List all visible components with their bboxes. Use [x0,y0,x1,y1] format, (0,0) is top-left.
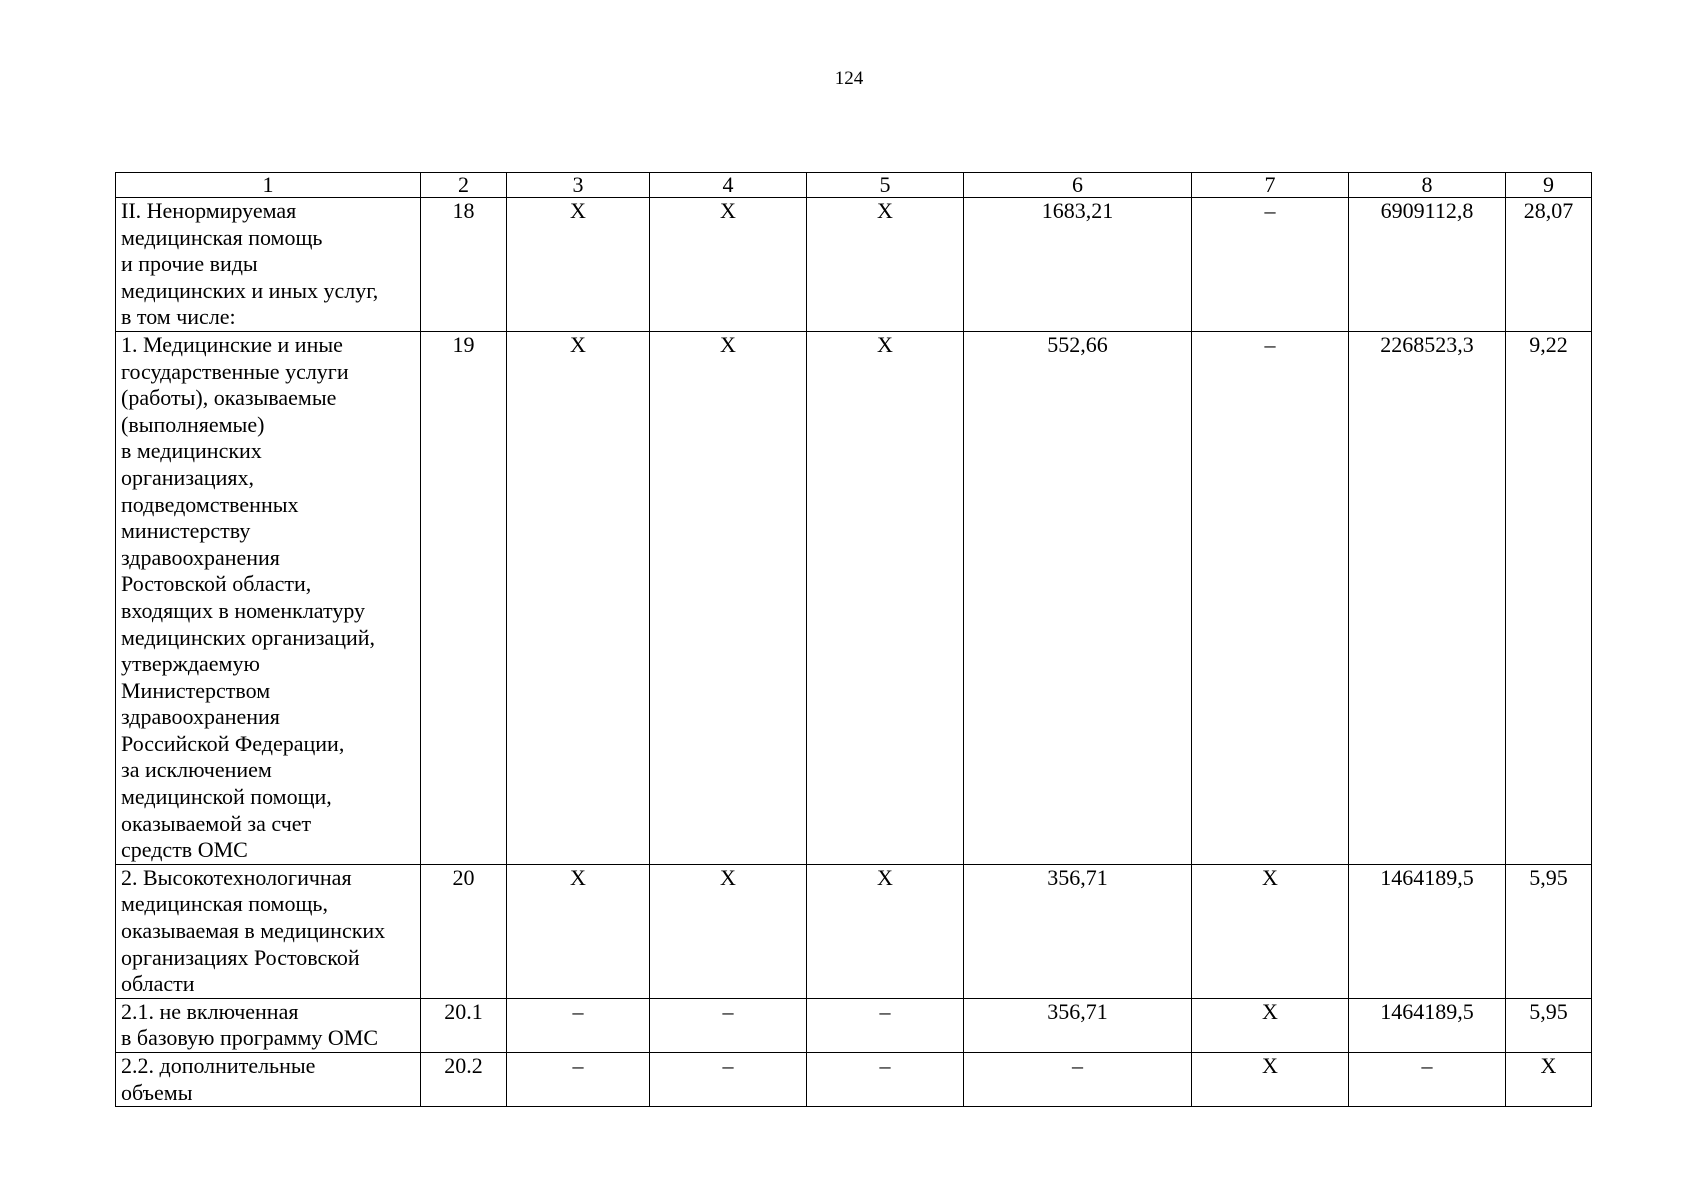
table-cell: Х [807,864,964,998]
table-cell: – [507,1053,650,1107]
column-header: 4 [650,173,807,198]
table-cell: Х [1192,1053,1349,1107]
row-label-cell: 2.2. дополнительные объемы [116,1053,421,1107]
table-row [116,198,1592,332]
table-header-row [116,173,1592,198]
table-cell: – [807,1053,964,1107]
table-cell: 1683,21 [964,198,1192,332]
page-number: 124 [834,68,864,89]
column-header: 1 [116,173,421,198]
table-cell: 20 [421,864,507,998]
column-header: 7 [1192,173,1349,198]
table-cell: – [1192,198,1349,332]
data-table [115,172,1592,1107]
table-cell: – [650,1053,807,1107]
table-row [116,1053,1592,1107]
table-cell: 5,95 [1506,998,1592,1052]
column-header: 6 [964,173,1192,198]
table-cell: 1464189,5 [1349,998,1506,1052]
table-cell: Х [507,864,650,998]
table-cell: Х [650,198,807,332]
table-cell: 20.1 [421,998,507,1052]
table-cell: 356,71 [964,864,1192,998]
table-cell: Х [1192,864,1349,998]
table-cell: – [650,998,807,1052]
table-cell: 552,66 [964,331,1192,864]
table-row [116,864,1592,998]
table-cell: – [807,998,964,1052]
table-cell: 9,22 [1506,331,1592,864]
column-header: 3 [507,173,650,198]
table-cell: – [1349,1053,1506,1107]
table-cell: 2268523,3 [1349,331,1506,864]
table-cell: 18 [421,198,507,332]
table-row [116,998,1592,1052]
table-cell: 356,71 [964,998,1192,1052]
table-cell: – [964,1053,1192,1107]
table-cell: – [507,998,650,1052]
table-cell: 28,07 [1506,198,1592,332]
column-header: 8 [1349,173,1506,198]
table-cell: Х [507,331,650,864]
table-row [116,331,1592,864]
table-cell: Х [1506,1053,1592,1107]
table-cell: 1464189,5 [1349,864,1506,998]
table-cell: – [1192,331,1349,864]
column-header: 9 [1506,173,1592,198]
table-cell: Х [507,198,650,332]
table-cell: Х [807,331,964,864]
table-cell: Х [807,198,964,332]
row-label-cell: 2. Высокотехнологичная медицинская помощь, оказываемая в медицинских организациях Ростовской области [116,864,421,998]
table-cell: Х [650,331,807,864]
table-cell: 5,95 [1506,864,1592,998]
table-cell: Х [1192,998,1349,1052]
column-header: 2 [421,173,507,198]
column-header: 5 [807,173,964,198]
table-cell: 19 [421,331,507,864]
table-cell: Х [650,864,807,998]
row-label-cell: II. Ненормируемая медицинская помощь и прочие виды медицинских и иных услуг, в том числе: [116,198,421,332]
table-cell: 6909112,8 [1349,198,1506,332]
row-label-cell: 1. Медицинские и иные государственные услуги (работы), оказываемые (выполняемые) в медицинских организациях, подведомственных министерству здравоохранения Ростовской области, входящих в номенклатуру медицинских организаций, утверждаемую Министерством здравоохранения Российской Федерации, за исключением медицинской помощи, оказываемой за счет средств ОМС [116,331,421,864]
row-label-cell: 2.1. не включенная в базовую программу ОМС [116,998,421,1052]
table-cell: 20.2 [421,1053,507,1107]
